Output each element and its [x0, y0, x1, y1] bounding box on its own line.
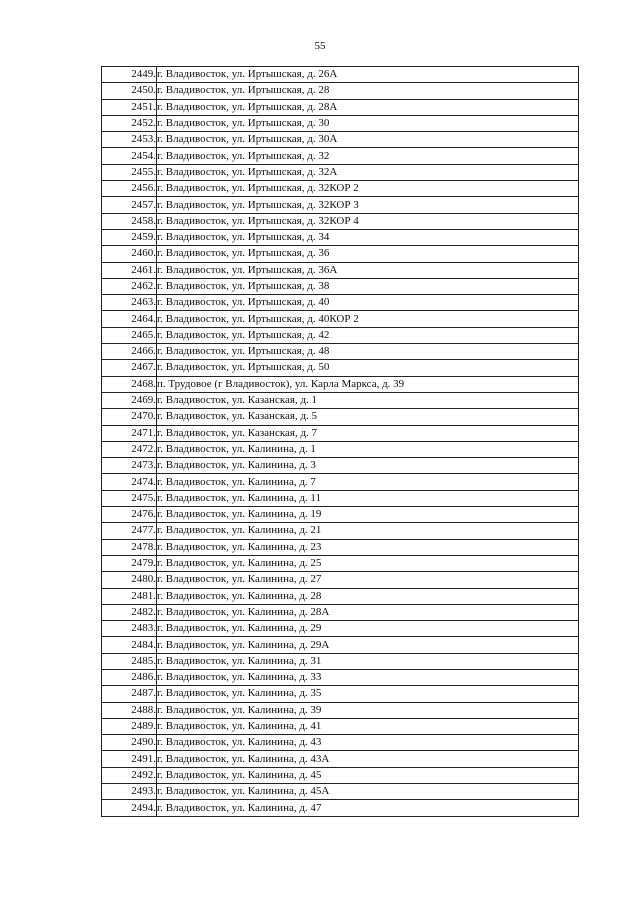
row-address: г. Владивосток, ул. Калинина, д. 28А: [157, 604, 579, 620]
table-row: [102, 229, 579, 245]
table-row: [102, 83, 579, 99]
row-address: г. Владивосток, ул. Калинина, д. 29А: [157, 637, 579, 653]
row-address: г. Владивосток, ул. Иртышская, д. 34: [157, 229, 579, 245]
row-address: г. Владивосток, ул. Калинина, д. 23: [157, 539, 579, 555]
row-address: г. Владивосток, ул. Казанская, д. 5: [157, 409, 579, 425]
row-address: г. Владивосток, ул. Иртышская, д. 32: [157, 148, 579, 164]
row-number: 2461.: [102, 262, 157, 278]
row-number: 2463.: [102, 295, 157, 311]
table-row: [102, 164, 579, 180]
table-row: [102, 637, 579, 653]
row-address: г. Владивосток, ул. Иртышская, д. 42: [157, 327, 579, 343]
row-number: 2476.: [102, 507, 157, 523]
row-number: 2488.: [102, 702, 157, 718]
row-number: 2483.: [102, 621, 157, 637]
row-address: г. Владивосток, ул. Иртышская, д. 30: [157, 115, 579, 131]
row-number: 2479.: [102, 555, 157, 571]
row-address: г. Владивосток, ул. Калинина, д. 47: [157, 800, 579, 816]
table-row: [102, 311, 579, 327]
row-number: 2450.: [102, 83, 157, 99]
table-row: [102, 344, 579, 360]
row-number: 2475.: [102, 490, 157, 506]
row-address: г. Владивосток, ул. Иртышская, д. 32КОР 2: [157, 181, 579, 197]
table-row: [102, 555, 579, 571]
row-number: 2471.: [102, 425, 157, 441]
row-address: г. Владивосток, ул. Калинина, д. 19: [157, 507, 579, 523]
table-row: [102, 295, 579, 311]
table-row: [102, 800, 579, 816]
table-row: [102, 735, 579, 751]
row-address: г. Владивосток, ул. Казанская, д. 7: [157, 425, 579, 441]
row-number: 2457.: [102, 197, 157, 213]
row-number: 2470.: [102, 409, 157, 425]
row-number: 2494.: [102, 800, 157, 816]
row-number: 2458.: [102, 213, 157, 229]
table-row: [102, 425, 579, 441]
row-address: г. Владивосток, ул. Иртышская, д. 36А: [157, 262, 579, 278]
table-row: [102, 360, 579, 376]
row-number: 2452.: [102, 115, 157, 131]
row-number: 2467.: [102, 360, 157, 376]
row-number: 2466.: [102, 344, 157, 360]
table-row: [102, 702, 579, 718]
table-row: [102, 197, 579, 213]
row-number: 2460.: [102, 246, 157, 262]
row-address: г. Владивосток, ул. Иртышская, д. 40КОР 2: [157, 311, 579, 327]
address-table: [101, 66, 579, 817]
table-row: [102, 67, 579, 83]
table-row: [102, 669, 579, 685]
row-number: 2455.: [102, 164, 157, 180]
table-row: [102, 115, 579, 131]
row-number: 2486.: [102, 669, 157, 685]
row-address: г. Владивосток, ул. Иртышская, д. 36: [157, 246, 579, 262]
table-row: [102, 523, 579, 539]
table-row: [102, 490, 579, 506]
page-number: 55: [314, 40, 326, 52]
row-address: г. Владивосток, ул. Калинина, д. 39: [157, 702, 579, 718]
table-row: [102, 181, 579, 197]
row-address: г. Владивосток, ул. Иртышская, д. 32А: [157, 164, 579, 180]
table-row: [102, 246, 579, 262]
table-row: [102, 213, 579, 229]
row-number: 2472.: [102, 441, 157, 457]
row-address: г. Владивосток, ул. Иртышская, д. 32КОР 3: [157, 197, 579, 213]
row-address: г. Владивосток, ул. Калинина, д. 27: [157, 572, 579, 588]
row-number: 2484.: [102, 637, 157, 653]
row-number: 2474.: [102, 474, 157, 490]
row-number: 2464.: [102, 311, 157, 327]
table-row: [102, 262, 579, 278]
table-row: [102, 621, 579, 637]
table-row: [102, 441, 579, 457]
row-address: г. Владивосток, ул. Иртышская, д. 28А: [157, 99, 579, 115]
row-address: г. Владивосток, ул. Иртышская, д. 40: [157, 295, 579, 311]
table-row: [102, 718, 579, 734]
row-number: 2493.: [102, 784, 157, 800]
table-row: [102, 767, 579, 783]
table-row: [102, 751, 579, 767]
row-number: 2477.: [102, 523, 157, 539]
row-address: г. Владивосток, ул. Иртышская, д. 50: [157, 360, 579, 376]
row-address: г. Владивосток, ул. Калинина, д. 35: [157, 686, 579, 702]
row-address: п. Трудовое (г Владивосток), ул. Карла Маркса, д. 39: [157, 376, 579, 392]
row-number: 2459.: [102, 229, 157, 245]
address-table-body: [102, 67, 579, 817]
row-address: г. Владивосток, ул. Калинина, д. 11: [157, 490, 579, 506]
table-row: [102, 392, 579, 408]
row-address: г. Владивосток, ул. Калинина, д. 7: [157, 474, 579, 490]
table-row: [102, 376, 579, 392]
row-number: 2451.: [102, 99, 157, 115]
row-number: 2491.: [102, 751, 157, 767]
row-address: г. Владивосток, ул. Калинина, д. 41: [157, 718, 579, 734]
row-address: г. Владивосток, ул. Калинина, д. 29: [157, 621, 579, 637]
row-address: г. Владивосток, ул. Казанская, д. 1: [157, 392, 579, 408]
row-address: г. Владивосток, ул. Калинина, д. 45: [157, 767, 579, 783]
row-address: г. Владивосток, ул. Калинина, д. 28: [157, 588, 579, 604]
row-number: 2485.: [102, 653, 157, 669]
row-number: 2482.: [102, 604, 157, 620]
row-address: г. Владивосток, ул. Калинина, д. 43А: [157, 751, 579, 767]
table-row: [102, 539, 579, 555]
table-row: [102, 409, 579, 425]
table-row: [102, 278, 579, 294]
row-number: 2453.: [102, 132, 157, 148]
row-address: г. Владивосток, ул. Иртышская, д. 48: [157, 344, 579, 360]
row-address: г. Владивосток, ул. Калинина, д. 3: [157, 458, 579, 474]
row-number: 2469.: [102, 392, 157, 408]
table-row: [102, 653, 579, 669]
table-row: [102, 99, 579, 115]
row-number: 2449.: [102, 67, 157, 83]
table-row: [102, 132, 579, 148]
table-row: [102, 507, 579, 523]
row-address: г. Владивосток, ул. Калинина, д. 45А: [157, 784, 579, 800]
row-address: г. Владивосток, ул. Иртышская, д. 28: [157, 83, 579, 99]
table-row: [102, 327, 579, 343]
row-address: г. Владивосток, ул. Иртышская, д. 26А: [157, 67, 579, 83]
row-number: 2487.: [102, 686, 157, 702]
table-row: [102, 686, 579, 702]
table-row: [102, 588, 579, 604]
row-number: 2468.: [102, 376, 157, 392]
row-number: 2492.: [102, 767, 157, 783]
row-number: 2478.: [102, 539, 157, 555]
row-number: 2473.: [102, 458, 157, 474]
table-row: [102, 474, 579, 490]
row-number: 2490.: [102, 735, 157, 751]
row-address: г. Владивосток, ул. Калинина, д. 31: [157, 653, 579, 669]
row-number: 2462.: [102, 278, 157, 294]
row-number: 2465.: [102, 327, 157, 343]
row-number: 2454.: [102, 148, 157, 164]
row-address: г. Владивосток, ул. Иртышская, д. 30А: [157, 132, 579, 148]
row-number: 2481.: [102, 588, 157, 604]
table-row: [102, 572, 579, 588]
row-address: г. Владивосток, ул. Калинина, д. 33: [157, 669, 579, 685]
table-row: [102, 784, 579, 800]
row-number: 2489.: [102, 718, 157, 734]
row-address: г. Владивосток, ул. Иртышская, д. 38: [157, 278, 579, 294]
table-row: [102, 604, 579, 620]
row-address: г. Владивосток, ул. Калинина, д. 21: [157, 523, 579, 539]
row-address: г. Владивосток, ул. Калинина, д. 1: [157, 441, 579, 457]
table-row: [102, 148, 579, 164]
row-address: г. Владивосток, ул. Калинина, д. 25: [157, 555, 579, 571]
row-number: 2480.: [102, 572, 157, 588]
table-row: [102, 458, 579, 474]
row-number: 2456.: [102, 181, 157, 197]
row-address: г. Владивосток, ул. Калинина, д. 43: [157, 735, 579, 751]
row-address: г. Владивосток, ул. Иртышская, д. 32КОР 4: [157, 213, 579, 229]
